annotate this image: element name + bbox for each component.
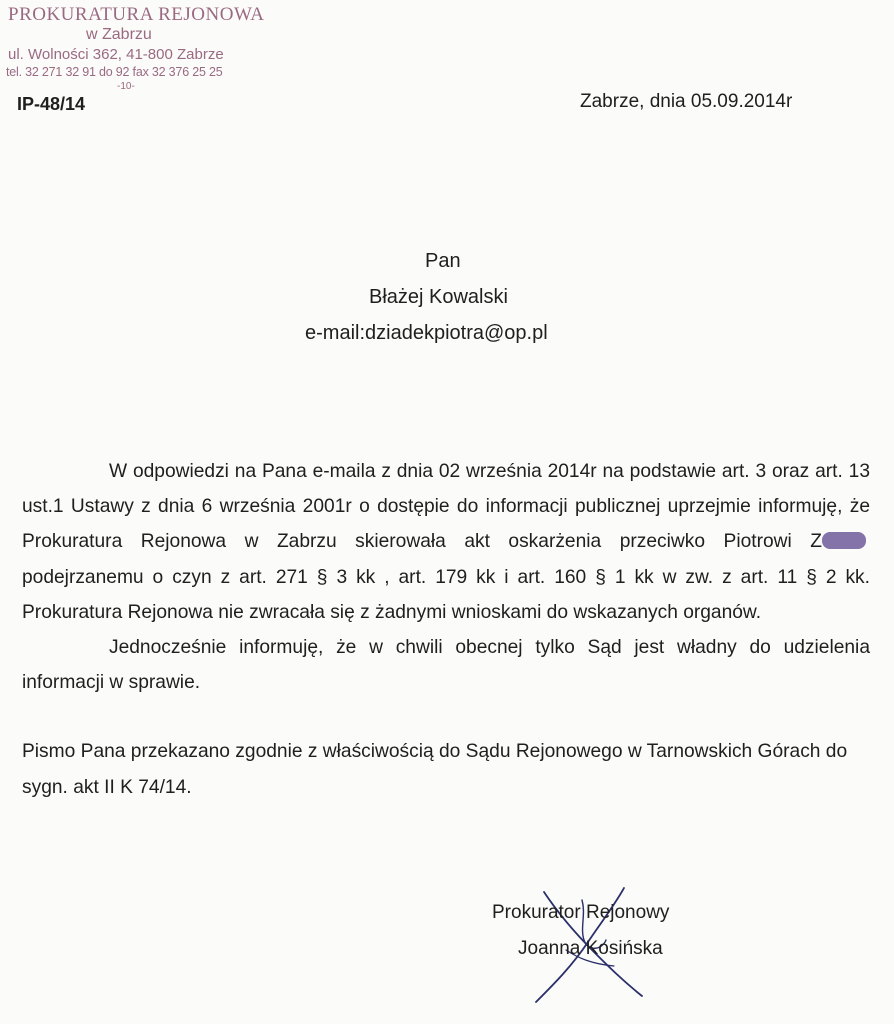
body-paragraph-1-text-b: podejrzanemu o czyn z art. 271 § 3 kk , art. 179 kk i art. 160 § 1 kk w zw. z art. 11 § 2 kk. Prokuratura Rejonowa nie zwracała się z żadnymi wnioskami do wskazanych organów. <box>22 566 870 623</box>
stamp-phone: tel. 32 271 32 91 do 92 fax 32 376 25 25 <box>6 65 223 79</box>
signature-block <box>0 880 894 1024</box>
stamp-address: ul. Wolności 362, 41-800 Zabrze <box>8 46 224 63</box>
stamp-office-name: PROKURATURA REJONOWA <box>8 4 265 25</box>
office-stamp <box>0 2 265 100</box>
addressee-salutation: Pan <box>425 250 461 272</box>
signature-title: Prokurator Rejonowy <box>492 902 670 923</box>
stamp-number: -10- <box>117 81 135 92</box>
signature-name: Joanna Kosińska <box>518 938 663 959</box>
letter-body <box>22 454 870 805</box>
stamp-city: w Zabrzu <box>86 26 152 43</box>
body-paragraph-2: Jednocześnie informuję, że w chwili obecnej tylko Sąd jest władny do udzielenia informacji w sprawie. <box>22 637 870 694</box>
reference-number: IP-48/14 <box>17 94 86 114</box>
letter-date: Zabrze, dnia 05.09.2014r <box>580 91 793 112</box>
body-paragraph-3: Pismo Pana przekazano zgodnie z właściwością do Sądu Rejonowego w Tarnowskich Górach do sygn. akt II K 74/14. <box>22 741 848 798</box>
addressee-name: Błażej Kowalski <box>369 286 508 308</box>
body-paragraph-1 <box>22 454 870 630</box>
body-paragraph-1-text-a: W odpowiedzi na Pana e-maila z dnia 02 września 2014r na podstawie art. 3 oraz art. 13 ust.1 Ustawy z dnia 6 września 2001r o dostępie do informacji publicznej uprzejmie informuję, że Prokuratura Rejonowa w Zabrzu skierowała akt oskarżenia przeciwko Piotrowi Z <box>22 461 870 553</box>
addressee-email: e-mail:dziadekpiotra@op.pl <box>305 322 548 344</box>
redaction-mark <box>822 532 866 549</box>
